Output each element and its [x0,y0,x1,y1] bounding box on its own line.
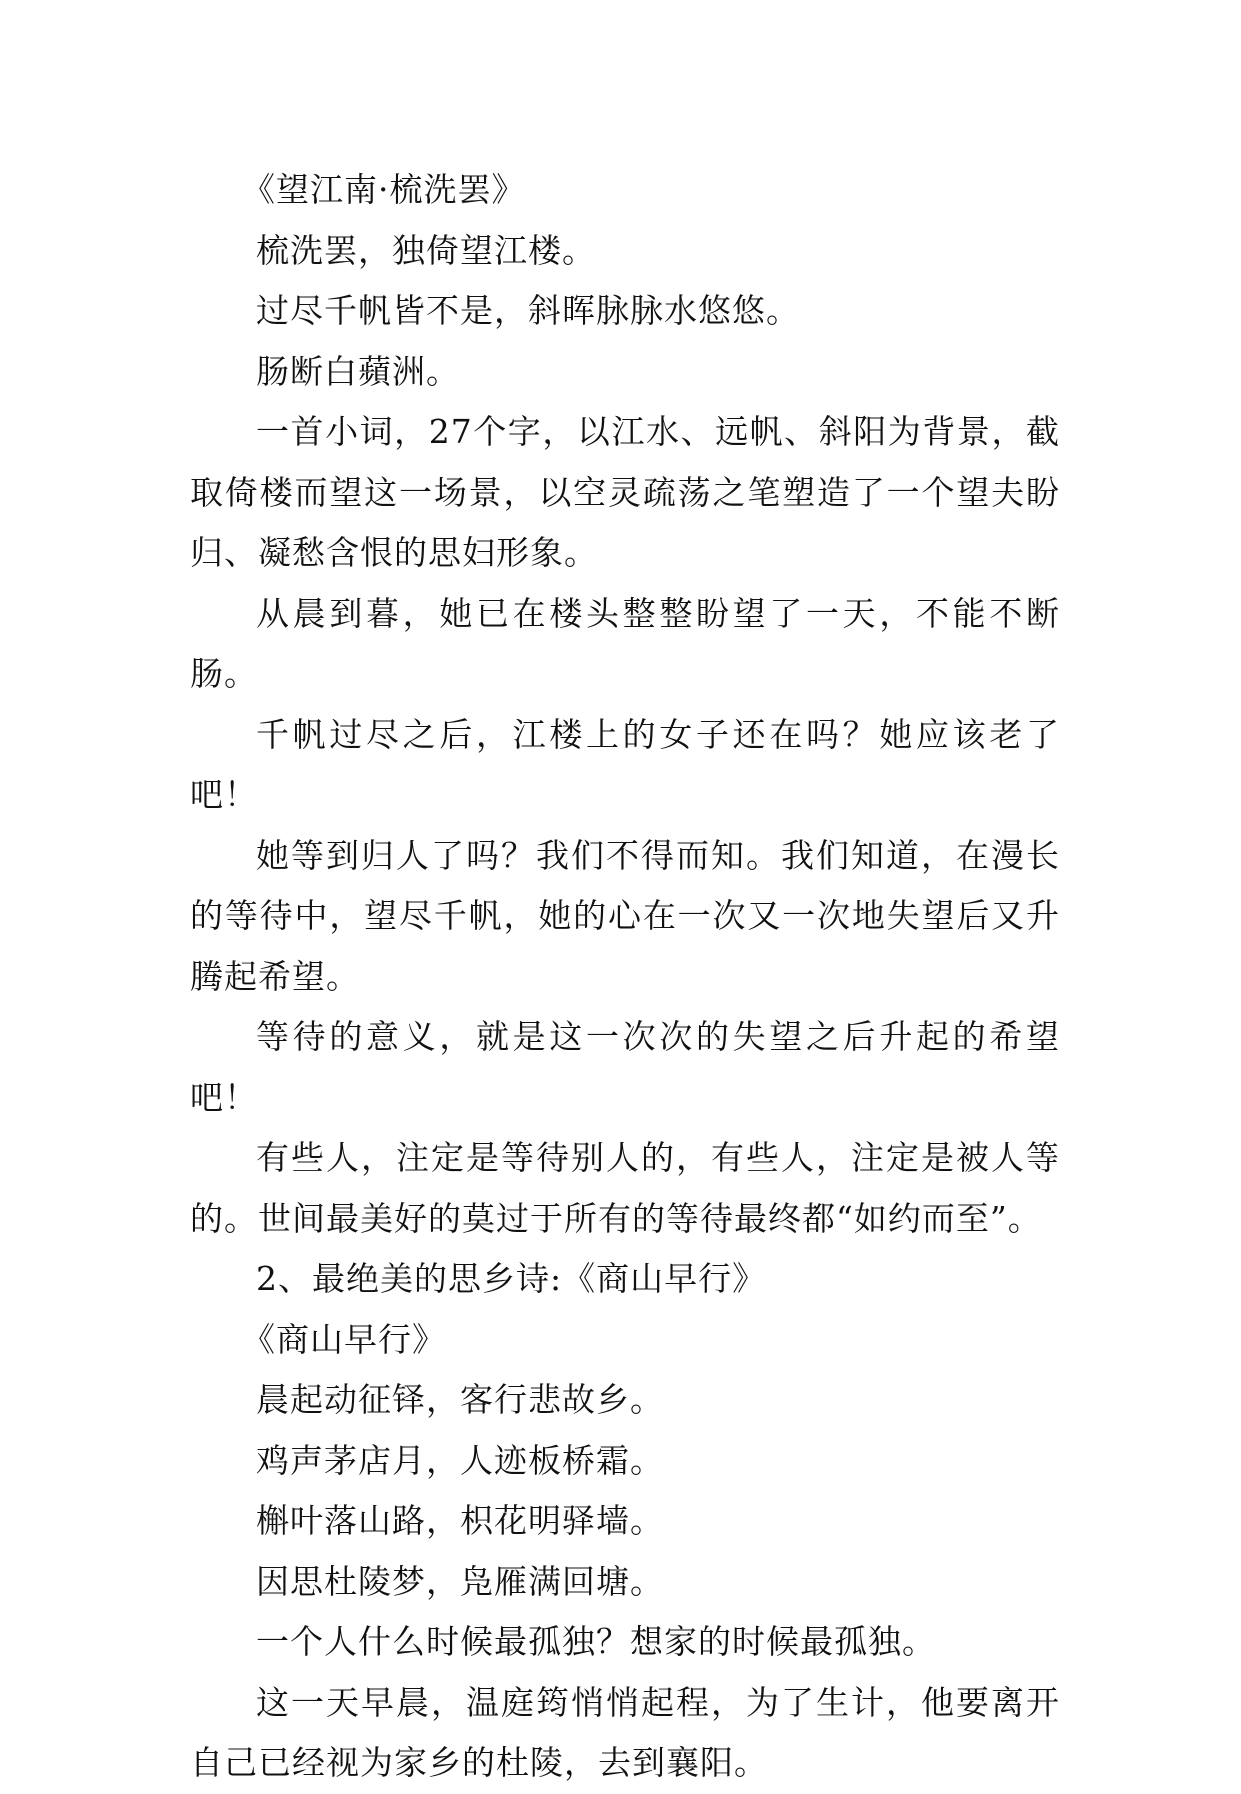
document-body [190,160,1060,1794]
poem-line: 鸡声茅店月，人迹板桥霜。 [256,1440,664,1480]
poem-line: 晨起动征铎，客行悲故乡。 [256,1380,664,1419]
poem-line: 因思杜陵梦，凫雁满回塘。 [256,1561,664,1601]
body-paragraph: 她等到归人了吗？我们不得而知。我们知道，在漫长的等待中，望尽千帆，她的心在一次又一次地失望后又升腾起希望。 [190,835,1060,996]
body-paragraph: 有些人，注定是等待别人的，有些人，注定是被人等的。世间最美好的莫过于所有的等待最终都“如约而至”。 [190,1138,1060,1238]
poem-line: 梳洗罢，独倚望江楼。 [256,230,596,270]
body-paragraph: 千帆过尽之后，江楼上的女子还在吗？她应该老了吧！ [190,714,1060,814]
poem-title-wangjiangnan: 《望江南·梳洗罢》 [242,170,526,209]
body-paragraph: 一首小词，27个字，以江水、远帆、斜阳为背景，截取倚楼而望这一场景，以空灵疏荡之笔塑造了一个望夫盼归、凝愁含恨的思妇形象。 [190,412,1060,572]
body-paragraph: 等待的意义，就是这一次次的失望之后升起的希望吧！ [190,1017,1060,1117]
body-paragraph: 从晨到暮，她已在楼头整整盼望了一天，不能不断肠。 [190,593,1060,693]
poem-title-shangshanzaoxing: 《商山早行》 [242,1319,446,1359]
section-heading: 2、最绝美的思乡诗:《商山早行》 [256,1259,767,1298]
poem-line: 过尽千帆皆不是，斜晖脉脉水悠悠。 [256,291,800,330]
body-paragraph: 这一天早晨，温庭筠悄悄起程，为了生计，他要离开自己已经视为家乡的杜陵，去到襄阳。 [190,1682,1060,1782]
poem-line: 槲叶落山路，枳花明驿墙。 [256,1501,664,1540]
body-paragraph: 一个人什么时候最孤独？想家的时候最孤独。 [256,1622,936,1661]
poem-line: 肠断白蘋洲。 [256,351,460,391]
